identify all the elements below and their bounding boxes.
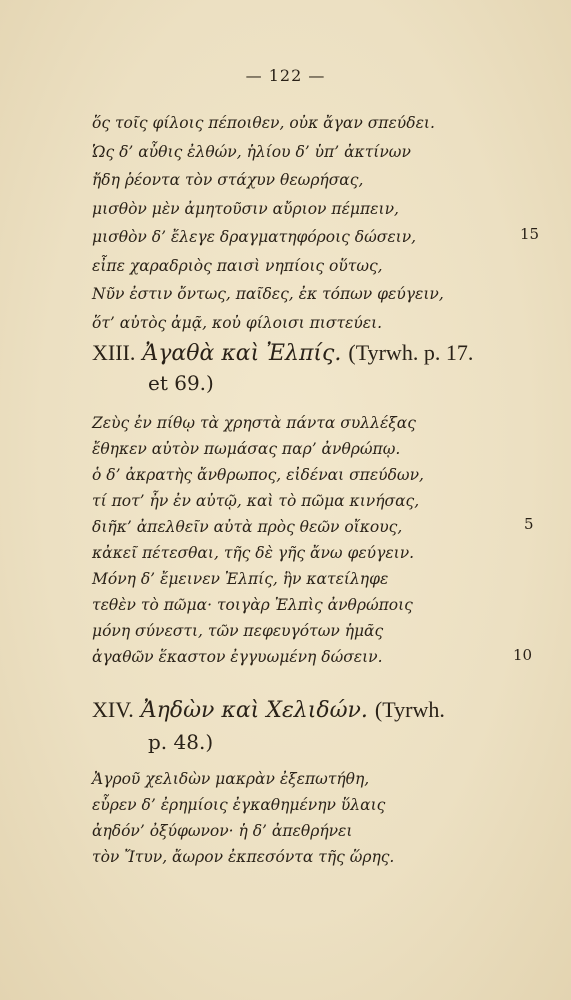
verse-line: εὗρεν δ’ ἐρημίοις ἐγκαθημένην ὕλαις <box>92 796 386 814</box>
verse-line: Νῦν ἐστιν ὄντως, παῖδες, ἐκ τόπων φεύγειν, <box>92 285 444 303</box>
verse-line: Ἀγροῦ χελιδὼν μακρὰν ἐξεπωτήθη, <box>92 770 370 788</box>
section-numeral: XIV. <box>92 697 134 722</box>
verse-line: ἀηδόν’ ὀξύφωνον· ἡ δ’ ἀπεθρήνει <box>92 822 353 840</box>
verse-line: Ζεὺς ἐν πίθῳ τὰ χρηστὰ πάντα συλλέξας <box>92 414 416 432</box>
line-number: 5 <box>524 515 534 533</box>
verse-line: ἔθηκεν αὐτὸν πωμάσας παρ’ ἀνθρώπῳ. <box>92 440 401 458</box>
section-title: Ἀηδὼν καὶ Χελιδών. <box>140 698 368 723</box>
verse-line: τί ποτ’ ἦν ἐν αὐτῷ, καὶ τὸ πῶμα κινήσας, <box>92 492 420 510</box>
verse-line: κἀκεῖ πέτεσθαι, τῆς δὲ γῆς ἄνω φεύγειν. <box>92 544 415 562</box>
line-number: 15 <box>520 225 540 243</box>
verse-line: διῆκ’ ἀπελθεῖν αὐτὰ πρὸς θεῶν οἴκους, <box>92 518 403 536</box>
section-reference: (Tyrwh. <box>374 697 445 722</box>
verse-line: μόνη σύνεστι, τῶν πεφευγότων ἡμᾶς <box>92 622 384 640</box>
verse-line: μισθὸν δ’ ἔλεγε δραγματηφόροις δώσειν, <box>92 228 417 246</box>
verse-line: ὅτ’ αὐτὸς ἀμᾷ, κοὐ φίλοισι πιστεύει. <box>92 314 383 332</box>
verse-line: μισθὸν μὲν ἀμητοῦσιν αὔριον πέμπειν, <box>92 200 399 218</box>
verse-line: εἶπε χαραδριὸς παισὶ νηπίοις οὕτως, <box>92 257 383 275</box>
line-number: 10 <box>513 646 533 664</box>
section-reference-continued: et 69.) <box>148 371 214 395</box>
verse-line: Ὡς δ’ αὖθις ἐλθών, ἡλίου δ’ ὑπ’ ἀκτίνων <box>92 143 411 161</box>
page-number: — 122 — <box>245 66 326 85</box>
section-reference-continued: p. 48.) <box>148 730 214 754</box>
verse-line: ἤδη ῥέοντα τὸν στάχυν θεωρήσας, <box>92 171 364 189</box>
section-reference: (Tyrwh. p. 17. <box>348 340 474 365</box>
section-title: Ἀγαθὰ καὶ Ἐλπίς. <box>142 341 342 366</box>
section-heading <box>92 340 473 366</box>
section-numeral: XIII. <box>92 340 136 365</box>
verse-line: ὁ δ’ ἀκρατὴς ἄνθρωπος, εἰδέναι σπεύδων, <box>92 466 424 484</box>
section-heading <box>92 697 445 723</box>
verse-line: τὸν Ἴτυν, ἄωρον ἐκπεσόντα τῆς ὥρης. <box>92 848 395 866</box>
verse-line: ὅς τοῖς φίλοις πέποιθεν, οὐκ ἄγαν σπεύδει. <box>92 114 435 132</box>
verse-line: Μόνη δ’ ἔμεινεν Ἐλπίς, ἣν κατείληφε <box>92 570 389 588</box>
verse-line: τεθὲν τὸ πῶμα· τοιγὰρ Ἐλπὶς ἀνθρώποις <box>92 596 413 614</box>
verse-line: ἀγαθῶν ἕκαστον ἐγγυωμένη δώσειν. <box>92 648 383 666</box>
